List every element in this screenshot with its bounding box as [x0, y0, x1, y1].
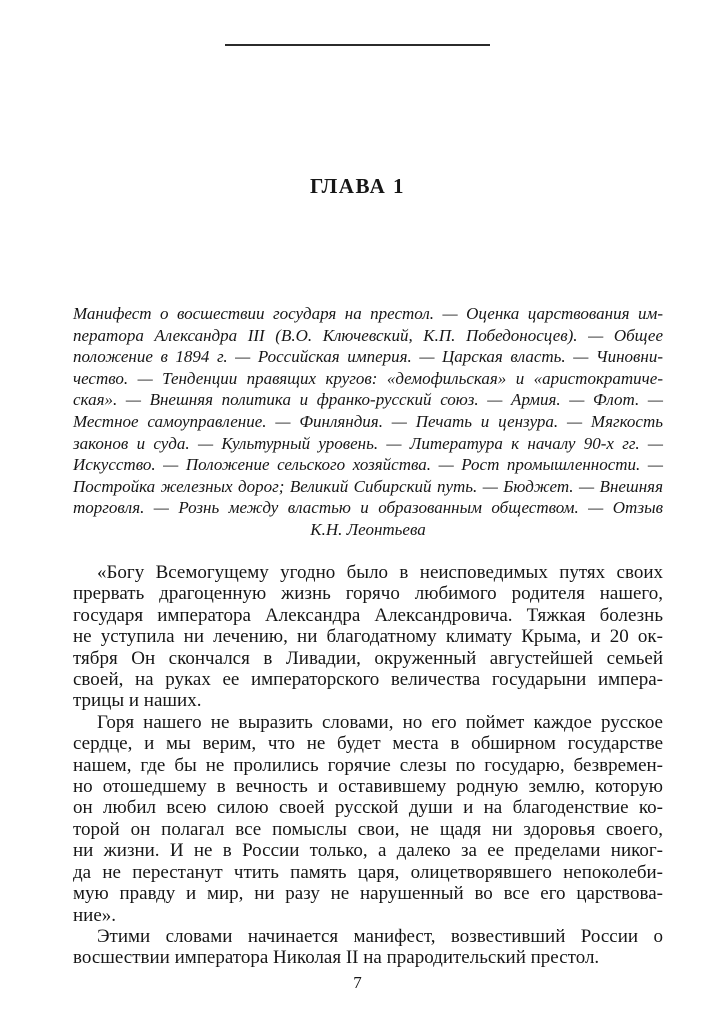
text-line: но отошедшему в вечность и оставившему родную землю, которую	[73, 776, 663, 798]
text-line: чество. — Тенденции правящих кругов: «демофильская» и «аристократиче-	[73, 368, 663, 388]
page-number: 7	[353, 973, 362, 992]
text-line: положение в 1894 г. — Российская империя. — Царская власть. — Чиновни-	[73, 347, 663, 367]
text-line: нашем, где бы не пролились горячие слезы по государю, безвремен-	[73, 754, 663, 776]
text-line: мую правду и мир, ни разу не нарушенный во все его царствова-	[73, 883, 663, 905]
chapter-divider-rule	[225, 44, 490, 46]
text-line: ние».	[73, 904, 117, 926]
text-line: торговля. — Рознь между властью и образованным обществом. — Отзыв	[73, 498, 663, 518]
text-line: тября Он скончался в Ливадии, окруженный августейшей семьей	[73, 647, 663, 669]
text-line: прервать драгоценную жизнь горячо любимого родителя нашего,	[73, 583, 663, 605]
text-line: государя императора Александра Александровича. Тяжкая болезнь	[73, 604, 663, 626]
text-line: он любил всею силою своей русской души и на благоденствие ко-	[73, 797, 663, 819]
text-line: ни жизни. И не в России только, а далеко за ее пределами никог-	[73, 840, 663, 862]
chapter-summary	[73, 303, 663, 541]
text-line: ская». — Внешняя политика и франко-русский союз. — Армия. — Флот. —	[73, 390, 663, 410]
text-line: Горя нашего не выразить словами, но его поймет каждое русское	[97, 711, 663, 733]
paragraph	[73, 562, 663, 712]
text-line: сердце, и мы верим, что не будет места в обширном государстве	[73, 733, 663, 755]
text-line: ператора Александра III (В.О. Ключевский, К.П. Победоносцев). — Общее	[73, 325, 663, 345]
text-line: Постройка железных дорог; Великий Сибирский путь. — Бюджет. — Внешняя	[73, 476, 663, 496]
text-line: трицы и наших.	[73, 690, 202, 712]
text-line: восшествии императора Николая II на прародительский престол.	[73, 947, 600, 969]
chapter-title: ГЛАВА 1	[309, 174, 406, 198]
text-line: торой он полагал все помыслы свои, не щадя ни здоровья своего,	[73, 818, 663, 840]
text-line: да не перестанут чтить память царя, олицетворявшего непоколеби-	[73, 861, 663, 883]
text-line: «Богу Всемогущему угодно было в неисповедимых путях своих	[97, 562, 663, 583]
text-line: Местное самоуправление. — Финляндия. — Печать и цензура. — Мягкость	[73, 411, 663, 431]
text-line: законов и суда. — Культурный уровень. — Литература к началу 90-х гг. —	[73, 433, 663, 453]
text-line: своей, на руках ее императорского величества государыни импера-	[73, 669, 663, 691]
chapter-body	[73, 562, 663, 969]
text-line: К.Н. Леонтьева	[310, 519, 426, 539]
text-line: Этими словами начинается манифест, возвестивший России о	[97, 925, 663, 947]
text-line: не уступила ни лечению, ни благодатному климату Крыма, и 20 ок-	[73, 626, 663, 648]
paragraph	[73, 926, 663, 969]
text-line: Манифест о восшествии государя на престол. — Оценка царствования им-	[73, 304, 663, 323]
paragraph	[73, 712, 663, 926]
text-line: Искусство. — Положение сельского хозяйства. — Рост промышленности. —	[73, 455, 663, 475]
